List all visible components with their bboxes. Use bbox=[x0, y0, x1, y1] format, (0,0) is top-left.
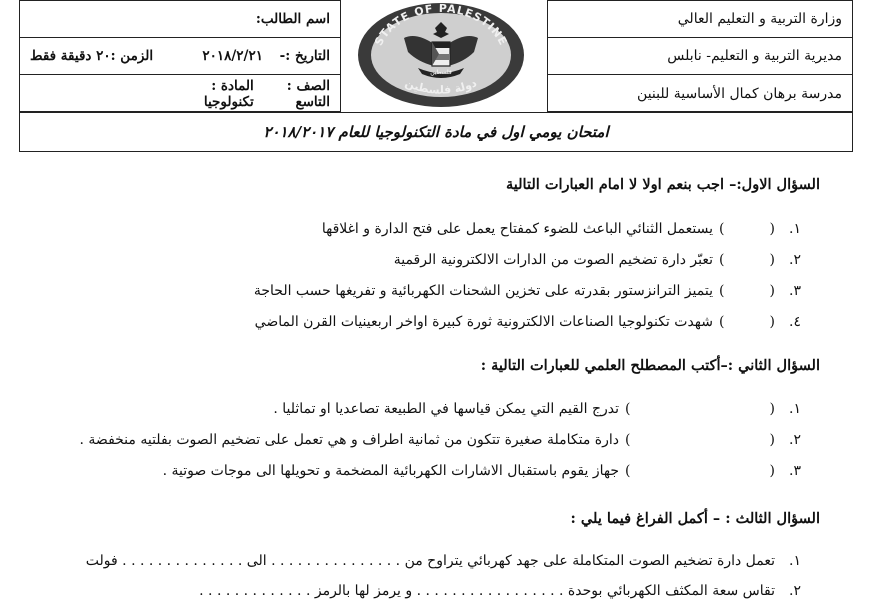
answer-blank[interactable]: ( ) bbox=[719, 283, 775, 299]
q3-item-text[interactable]: تعمل دارة تضخيم الصوت المتكاملة على جهد كهربائي يتراوح من . . . . . . . . . . . . . . . الى . . . . . . . . . . . . . . فولت bbox=[85, 553, 775, 569]
time-label: الزمن :٢٠ دقيقة فقط bbox=[30, 48, 154, 64]
directorate-line: مديرية التربية و التعليم- نابلس bbox=[548, 38, 852, 75]
student-name-row bbox=[20, 1, 340, 38]
q1-item-1 bbox=[322, 221, 801, 237]
subject-label: المادة : تكنولوجيا bbox=[203, 78, 254, 110]
answer-blank[interactable]: ( ) bbox=[625, 463, 775, 479]
exam-header bbox=[0, 0, 873, 152]
q2-item-2 bbox=[80, 432, 801, 448]
q1-item-text: يتميز الترانزستور بقدرته على تخزين الشحنات الكهربائية و تفريغها حسب الحاجة bbox=[253, 283, 713, 299]
q1-item-text: يستعمل الثنائي الباعث للضوء كمفتاح يعمل على فتح الدارة و اغلاقها bbox=[321, 221, 713, 237]
svg-text:فلسطين: فلسطين bbox=[430, 69, 452, 76]
q2-item-number: ٣. bbox=[789, 463, 801, 479]
palestine-emblem-icon bbox=[356, 2, 526, 108]
answer-blank[interactable]: ( ) bbox=[625, 401, 775, 417]
q1-item-3 bbox=[254, 283, 801, 299]
q3-item-1 bbox=[86, 553, 801, 569]
q3-item-2 bbox=[199, 583, 801, 599]
exam-title: امتحان يومي اول في مادة التكنولوجيا للعام ٢٠١٨/٢٠١٧ bbox=[19, 112, 853, 152]
date-value: ٢٠١٨/٢/٢١ bbox=[202, 48, 263, 64]
svg-text:دولة فلسطين: دولة فلسطين bbox=[403, 76, 479, 97]
date-group bbox=[202, 48, 330, 64]
student-name-label: اسم الطالب: bbox=[255, 11, 330, 27]
q1-item-text: شهدت تكنولوجيا الصناعات الالكترونية ثورة كبيرة اواخر اربعينيات القرن الماضي bbox=[254, 314, 713, 330]
q1-item-4 bbox=[255, 314, 801, 330]
q1-item-2 bbox=[394, 252, 801, 268]
grade-subject-row bbox=[20, 75, 340, 113]
q2-item-number: ٢. bbox=[789, 432, 801, 448]
q2-title: السؤال الثاني :–أكتب المصطلح العلمي للعبارات التالية : bbox=[480, 357, 820, 374]
q2-item-3 bbox=[163, 463, 801, 479]
q2-item-text: جهاز يقوم باستقبال الاشارات الكهربائية المضخمة و تحويلها الى موجات صوتية . bbox=[162, 463, 619, 479]
answer-blank[interactable]: ( ) bbox=[625, 432, 775, 448]
q1-item-number: ٤. bbox=[789, 314, 801, 330]
q2-item-1 bbox=[273, 401, 801, 417]
q1-item-text: تعبّر دارة تضخيم الصوت من الدارات الالكترونية الرقمية bbox=[393, 252, 713, 268]
date-label: التاريخ :- bbox=[279, 48, 330, 64]
school-line: مدرسة برهان كمال الأساسية للبنين bbox=[637, 86, 842, 102]
q2-item-text: دارة متكاملة صغيرة تتكون من ثمانية اطراف و هي تعمل على تضخيم الصوت بفلتيه منخفضة . bbox=[79, 432, 619, 448]
q1-item-number: ١. bbox=[789, 221, 801, 237]
answer-blank[interactable]: ( ) bbox=[719, 252, 775, 268]
q3-item-number: ٢. bbox=[789, 583, 801, 599]
date-time-row bbox=[20, 38, 340, 75]
ministry-line: وزارة التربية و التعليم العالي bbox=[548, 1, 852, 38]
q2-item-text: تدرج القيم التي يمكن قياسها في الطبيعة تصاعديا او تماثليا . bbox=[273, 401, 619, 417]
q3-item-text[interactable]: تقاس سعة المكثف الكهربائي بوحدة . . . . . . . . . . . . . . . . . و يرمز لها بالرمز . . . . . . . . . . . . . bbox=[199, 583, 775, 599]
svg-text:STATE OF PALESTINE: STATE OF PALESTINE bbox=[372, 2, 510, 48]
answer-blank[interactable]: ( ) bbox=[719, 314, 775, 330]
q1-item-number: ٣. bbox=[789, 283, 801, 299]
q1-item-number: ٢. bbox=[789, 252, 801, 268]
q1-title: السؤال الاول:– اجب بنعم اولا لا امام العبارات التالية bbox=[505, 176, 820, 193]
answer-blank[interactable]: ( ) bbox=[719, 221, 775, 237]
school-info-box bbox=[547, 0, 853, 112]
q2-item-number: ١. bbox=[789, 401, 801, 417]
grade-label: الصف : التاسع bbox=[286, 78, 330, 110]
student-info-box bbox=[19, 0, 341, 112]
q3-item-number: ١. bbox=[789, 553, 801, 569]
q3-title: السؤال الثالث : – أكمل الفراغ فيما يلي : bbox=[570, 510, 820, 527]
